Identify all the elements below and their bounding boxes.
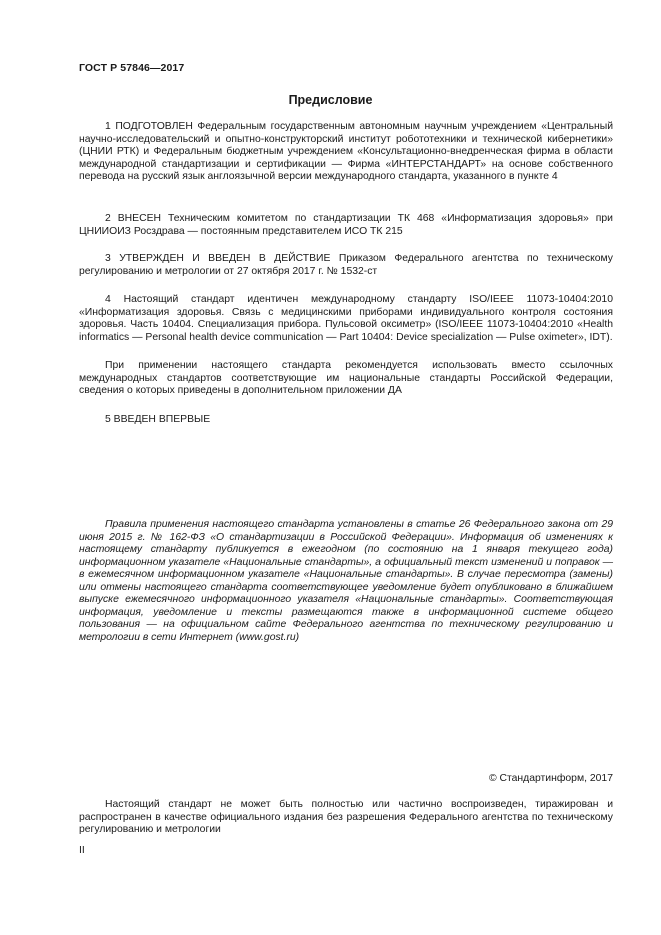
copyright: © Стандартинформ, 2017: [488, 773, 613, 784]
preface-item-4: 4 Настоящий стандарт идентичен международному стандарту ISO/IEEE 11073-10404:2010 «Информатизация здоровья. Связь с медицинскими приборами индивидуального контроля состояния здоровья. Часть 10404. Специализация прибора. Пульсовой оксиметр» (ISO/IEEE 11073-10404:2010 «Health informatics — Personal health device communication — Part 10404: Device specialization — Pulse oximeter», IDT).: [79, 294, 613, 343]
preface-item-1: 1 ПОДГОТОВЛЕН Федеральным государственным автономным научным учреждением «Центральный научно-исследовательский и опытно-конструкторский институт робототехники и технической кибернетики» (ЦНИИ РТК) и Федеральным бюджетным учреждением «Консультационно-внедренческая фирма в области международной стандартизации и сертификации — Фирма «ИНТЕРСТАНДАРТ» на основе собственного перевода на русский язык англоязычной версии международного стандарта, указанного в пункте 4: [79, 121, 613, 182]
document-code-header: ГОСТ Р 57846—2017: [79, 62, 185, 74]
page-number: II: [79, 845, 85, 856]
preface-item-3: 3 УТВЕРЖДЕН И ВВЕДЕН В ДЕЙСТВИЕ Приказом Федерального агентства по техническому регулированию и метрологии от 27 октября 2017 г. № 1532-ст: [79, 253, 613, 277]
preface-item-4-note: При применении настоящего стандарта рекомендуется использовать вместо ссылочных международных стандартов соответствующие им национальные стандарты Российской Федерации, сведения о которых приведены в дополнительном приложении ДА: [79, 360, 613, 396]
preface-item-2: 2 ВНЕСЕН Техническим комитетом по стандартизации ТК 468 «Информатизация здоровья» при ЦНИИОИЗ Росздрава — постоянным представителем ИСО ТК 215: [79, 213, 613, 237]
preface-item-5: 5 ВВЕДЕН ВПЕРВЫЕ: [105, 414, 211, 425]
rules-application-note: Правила применения настоящего стандарта установлены в статье 26 Федерального закона от 29 июня 2015 г. № 162-ФЗ «О стандартизации в Российской Федерации». Информация об изменениях к настоящему стандарту публикуется в ежегодном (по состоянию на 1 января текущего года) информационном указателе «Национальные стандарты», а официальный текст изменений и поправок — в ежемесячном информационном указателе «Национальные стандарты». В случае пересмотра (замены) или отмены настоящего стандарта соответствующее уведомление будет опубликовано в ближайшем выпуске ежемесячного информационного указателя «Национальные стандарты». Соответствующая информация, уведомление и тексты размещаются также в информационной системе общего пользования — на официальном сайте Федерального агентства по техническому регулированию и метрологии в сети Интернет (www.gost.ru): [79, 519, 613, 643]
preface-title: Предисловие: [288, 93, 373, 107]
reproduction-notice: Настоящий стандарт не может быть полностью или частично воспроизведен, тиражирован и распространен в качестве официального издания без разрешения Федерального агентства по техническому регулированию и метрологии: [79, 799, 613, 835]
